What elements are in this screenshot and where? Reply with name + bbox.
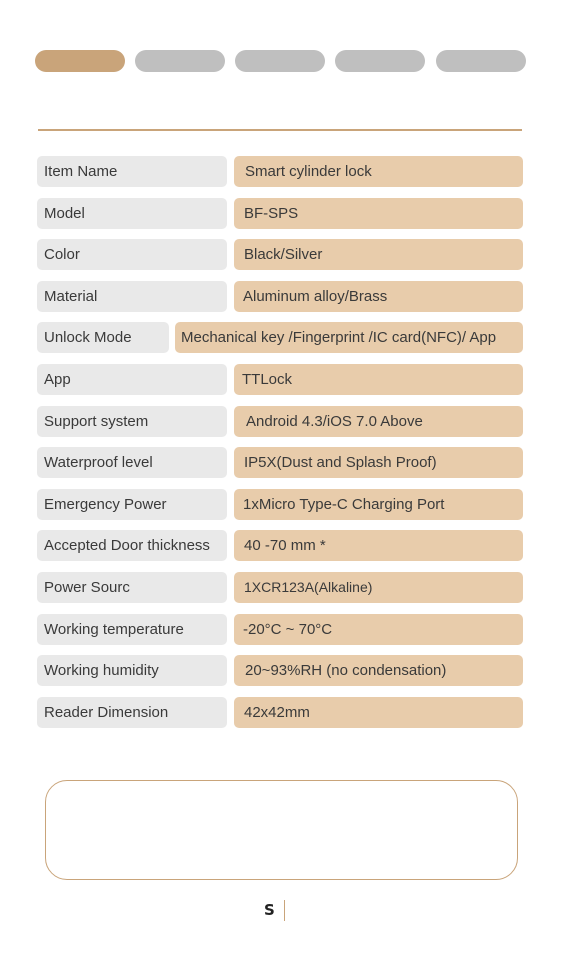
spec-label: Working humidity bbox=[37, 655, 227, 686]
spec-value: 1XCR123A(Alkaline) bbox=[234, 572, 523, 603]
spec-label: Working temperature bbox=[37, 614, 227, 645]
spec-value: IP5X(Dust and Splash Proof) bbox=[234, 447, 523, 478]
spec-label: Reader Dimension bbox=[37, 697, 227, 728]
spec-row-color bbox=[37, 239, 523, 270]
spec-label: Color bbox=[37, 239, 227, 270]
spec-label: Accepted Door thickness bbox=[37, 530, 227, 561]
spec-row-item-name bbox=[37, 156, 523, 187]
note-box bbox=[45, 780, 518, 880]
spec-value: 42x42mm bbox=[234, 697, 523, 728]
spec-row-reader-dimension bbox=[37, 697, 523, 728]
spec-label: Unlock Mode bbox=[37, 322, 169, 353]
spec-label: Emergency Power bbox=[37, 489, 227, 520]
tab-bar bbox=[35, 50, 526, 72]
spec-label: App bbox=[37, 364, 227, 395]
spec-value: 40 -70 mm * bbox=[234, 530, 523, 561]
section-divider bbox=[38, 129, 522, 131]
tab-1[interactable] bbox=[35, 50, 125, 72]
spec-row-model bbox=[37, 198, 523, 229]
spec-row-app bbox=[37, 364, 523, 395]
spec-value: 1xMicro Type-C Charging Port bbox=[234, 489, 523, 520]
tab-2[interactable] bbox=[135, 50, 225, 72]
spec-row-working-humidity bbox=[37, 655, 523, 686]
tab-4[interactable] bbox=[335, 50, 425, 72]
spec-row-waterproof-level bbox=[37, 447, 523, 478]
spec-table bbox=[37, 156, 523, 738]
spec-value: TTLock bbox=[234, 364, 523, 395]
spec-row-material bbox=[37, 281, 523, 312]
spec-row-working-temperature bbox=[37, 614, 523, 645]
spec-value: Black/Silver bbox=[234, 239, 523, 270]
spec-value: Mechanical key /Fingerprint /IC card(NFC)/ App bbox=[175, 322, 523, 353]
tab-5[interactable] bbox=[436, 50, 526, 72]
spec-value: Smart cylinder lock bbox=[234, 156, 523, 187]
spec-label: Model bbox=[37, 198, 227, 229]
spec-value: Android 4.3/iOS 7.0 Above bbox=[234, 406, 523, 437]
brand-logo bbox=[262, 900, 292, 922]
spec-row-power-source bbox=[37, 572, 523, 603]
spec-row-door-thickness bbox=[37, 530, 523, 561]
spec-value: 20~93%RH (no condensation) bbox=[234, 655, 523, 686]
spec-row-unlock-mode bbox=[37, 322, 523, 353]
spec-value: -20°C ~ 70°C bbox=[234, 614, 523, 645]
spec-label: Material bbox=[37, 281, 227, 312]
spec-label: Waterproof level bbox=[37, 447, 227, 478]
spec-label: Item Name bbox=[37, 156, 227, 187]
spec-row-emergency-power bbox=[37, 489, 523, 520]
tab-3[interactable] bbox=[235, 50, 325, 72]
spec-row-support-system bbox=[37, 406, 523, 437]
brand-s-logo-icon: S bbox=[264, 901, 275, 919]
spec-label: Support system bbox=[37, 406, 227, 437]
spec-label: Power Sourc bbox=[37, 572, 227, 603]
spec-value: Aluminum alloy/Brass bbox=[234, 281, 523, 312]
logo-divider bbox=[284, 900, 285, 921]
spec-value: BF-SPS bbox=[234, 198, 523, 229]
